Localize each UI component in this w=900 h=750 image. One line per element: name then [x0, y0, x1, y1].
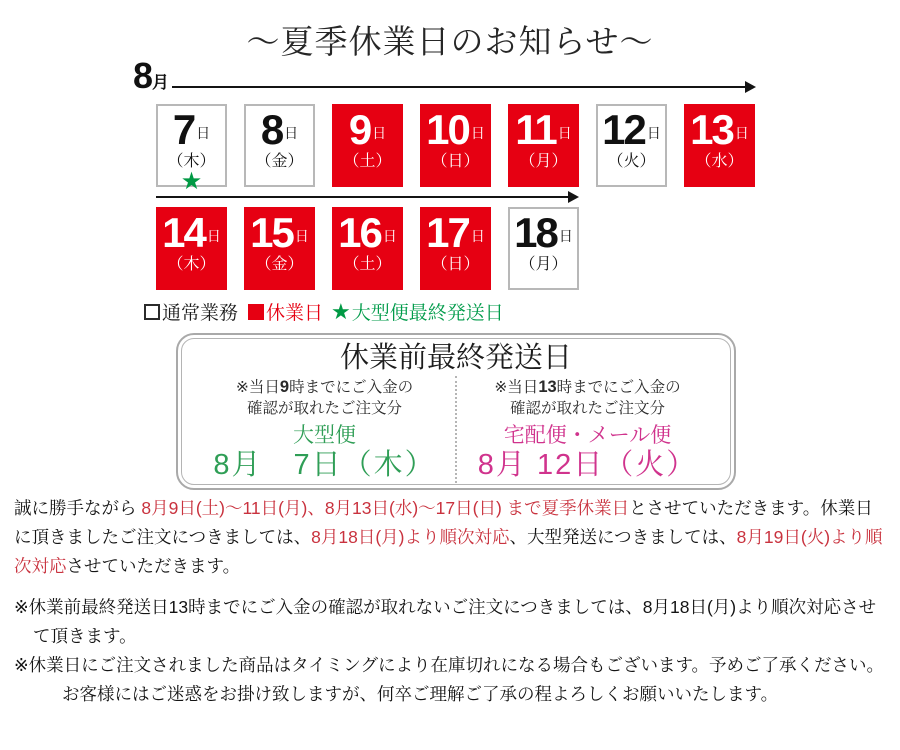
day-suffix: 日: [382, 228, 397, 244]
legend-star-label: 大型便最終発送日: [351, 303, 504, 324]
final-shipping-star-icon: ★: [180, 168, 203, 196]
day-number: 9: [348, 106, 371, 153]
week1-arrow-line: [172, 86, 746, 88]
day-number-row: [338, 209, 397, 256]
day-suffix: 日: [372, 125, 387, 141]
day-suffix: 日: [557, 125, 572, 141]
day-suffix: 日: [294, 228, 309, 244]
day-number-row: [172, 106, 211, 153]
normal-day-swatch-icon: [144, 304, 160, 320]
large-parcel-date: 8月 7日（木）: [213, 449, 436, 482]
day-number: 13: [690, 106, 733, 153]
daybox-aug16: [332, 207, 403, 290]
day-suffix: 日: [196, 125, 211, 141]
day-weekday: （月）: [519, 256, 568, 273]
month-number: 8: [133, 55, 153, 96]
holiday-dates-highlight: 8月9日(土)～11日(月)、8月13日(水)～17日(日) まで夏季休業日: [141, 498, 630, 518]
day-suffix: 日: [470, 125, 485, 141]
final-shipping-box-inner: [181, 338, 731, 485]
day-number-row: [515, 106, 572, 153]
day-suffix: 日: [284, 125, 299, 141]
daybox-aug18: [508, 207, 579, 290]
large-parcel-note-line1: ※当日9時までにご入金の: [235, 378, 414, 397]
daybox-aug11: [508, 104, 579, 187]
legend-holiday-label: 休業日: [266, 303, 324, 324]
daybox-aug9: [332, 104, 403, 187]
day-number: 8: [260, 106, 283, 153]
day-number: 12: [602, 106, 645, 153]
daybox-aug15: [244, 207, 315, 290]
day-number: 17: [426, 209, 469, 256]
final-shipping-columns: [182, 375, 730, 488]
large-parcel-note-line2: 確認が取れたご注文分: [246, 400, 402, 418]
week2-arrow-head-icon: [568, 191, 579, 203]
courier-mail-column: [455, 376, 718, 482]
month-label: [133, 55, 170, 96]
day-suffix: 日: [734, 125, 749, 141]
day-weekday: （木）: [167, 256, 216, 273]
daybox-aug13: [684, 104, 755, 187]
day-number: 11: [515, 106, 556, 153]
holiday-swatch-icon: [248, 304, 264, 320]
day-weekday: （土）: [343, 153, 392, 170]
notice-body: [14, 494, 888, 709]
star-icon: ★: [331, 298, 351, 324]
day-suffix: 日: [470, 228, 485, 244]
day-weekday: （火）: [607, 153, 656, 170]
courier-note-line2: 確認が取れたご注文分: [509, 400, 665, 418]
day-number: 15: [250, 209, 293, 256]
large-parcel-resume-highlight: 8月19日(火)より順次対応: [14, 527, 883, 576]
day-number: 10: [426, 106, 469, 153]
day-weekday: （水）: [695, 153, 744, 170]
day-number: 14: [162, 209, 205, 256]
resume-date-highlight: 8月18日(月)より順次対応: [311, 527, 510, 547]
calendar-week1: [156, 104, 755, 196]
day-number: 16: [338, 209, 381, 256]
paragraph-holiday-period: 誠に勝手ながら 8月9日(土)～11日(月)、8月13日(水)～17日(日) まで夏季休業日とさせていただきます。休業日に頂きましたご注文につきましては、8月18日(月)より順次対応、大型発送につきましては、8月19日(火)より順次対応させていただきます。: [14, 498, 883, 576]
day-suffix: 日: [646, 125, 661, 141]
paragraph-apology: お客様にはご迷惑をお掛け致しますが、何卒ご理解ご了承の程よろしくお願いいたします。: [62, 684, 779, 704]
paragraph-stock-note: ※休業日にご注文されました商品はタイミングにより在庫切れになる場合もございます。予めご了承ください。: [14, 655, 885, 675]
day-weekday: （日）: [431, 153, 480, 170]
daybox-aug10: [420, 104, 491, 187]
day-number-row: [162, 209, 221, 256]
page-title: ～夏季休業日のお知らせ～: [246, 23, 654, 60]
day-number: 7: [172, 106, 195, 153]
day-weekday: （金）: [255, 256, 304, 273]
large-parcel-method: 大型便: [293, 424, 356, 448]
day-suffix: 日: [558, 228, 573, 244]
day-number-row: [426, 209, 485, 256]
day-number-row: [260, 106, 299, 153]
day-weekday: （月）: [519, 153, 568, 170]
day-weekday: （日）: [431, 256, 480, 273]
calendar-week2: [156, 207, 579, 290]
daybox-aug8: [244, 104, 315, 187]
day-number-row: [602, 106, 661, 153]
day-weekday: （金）: [255, 153, 304, 170]
final-shipping-box: [176, 333, 736, 490]
day-number: 18: [514, 209, 557, 256]
week1-arrow-head-icon: [745, 81, 756, 93]
courier-date: 8月 12日（火）: [477, 449, 698, 482]
day-number-row: [426, 106, 485, 153]
day-weekday: （土）: [343, 256, 392, 273]
daybox-aug12: [596, 104, 667, 187]
day-number-row: [348, 106, 387, 153]
legend-normal-label: 通常業務: [162, 303, 239, 324]
final-shipping-title: 休業前最終発送日: [339, 342, 572, 374]
day-number-row: [514, 209, 573, 256]
courier-method: 宅配便・メール便: [503, 424, 672, 448]
daybox-aug7: [156, 104, 227, 196]
week2-arrow-line: [156, 196, 569, 198]
day-number-row: [690, 106, 749, 153]
legend: [144, 298, 504, 325]
month-unit: 月: [152, 73, 170, 92]
day-suffix: 日: [206, 228, 221, 244]
day-number-row: [250, 209, 309, 256]
courier-note-line1: ※当日13時までにご入金の: [494, 378, 681, 397]
paragraph-payment-note: ※休業前最終発送日13時までにご入金の確認が取れないご注文につきましては、8月18日(月)より順次対応させて頂きます。: [14, 597, 877, 646]
day-weekday: （木）: [167, 153, 216, 170]
daybox-aug17: [420, 207, 491, 290]
daybox-aug14: [156, 207, 227, 290]
large-parcel-column: [194, 376, 455, 482]
